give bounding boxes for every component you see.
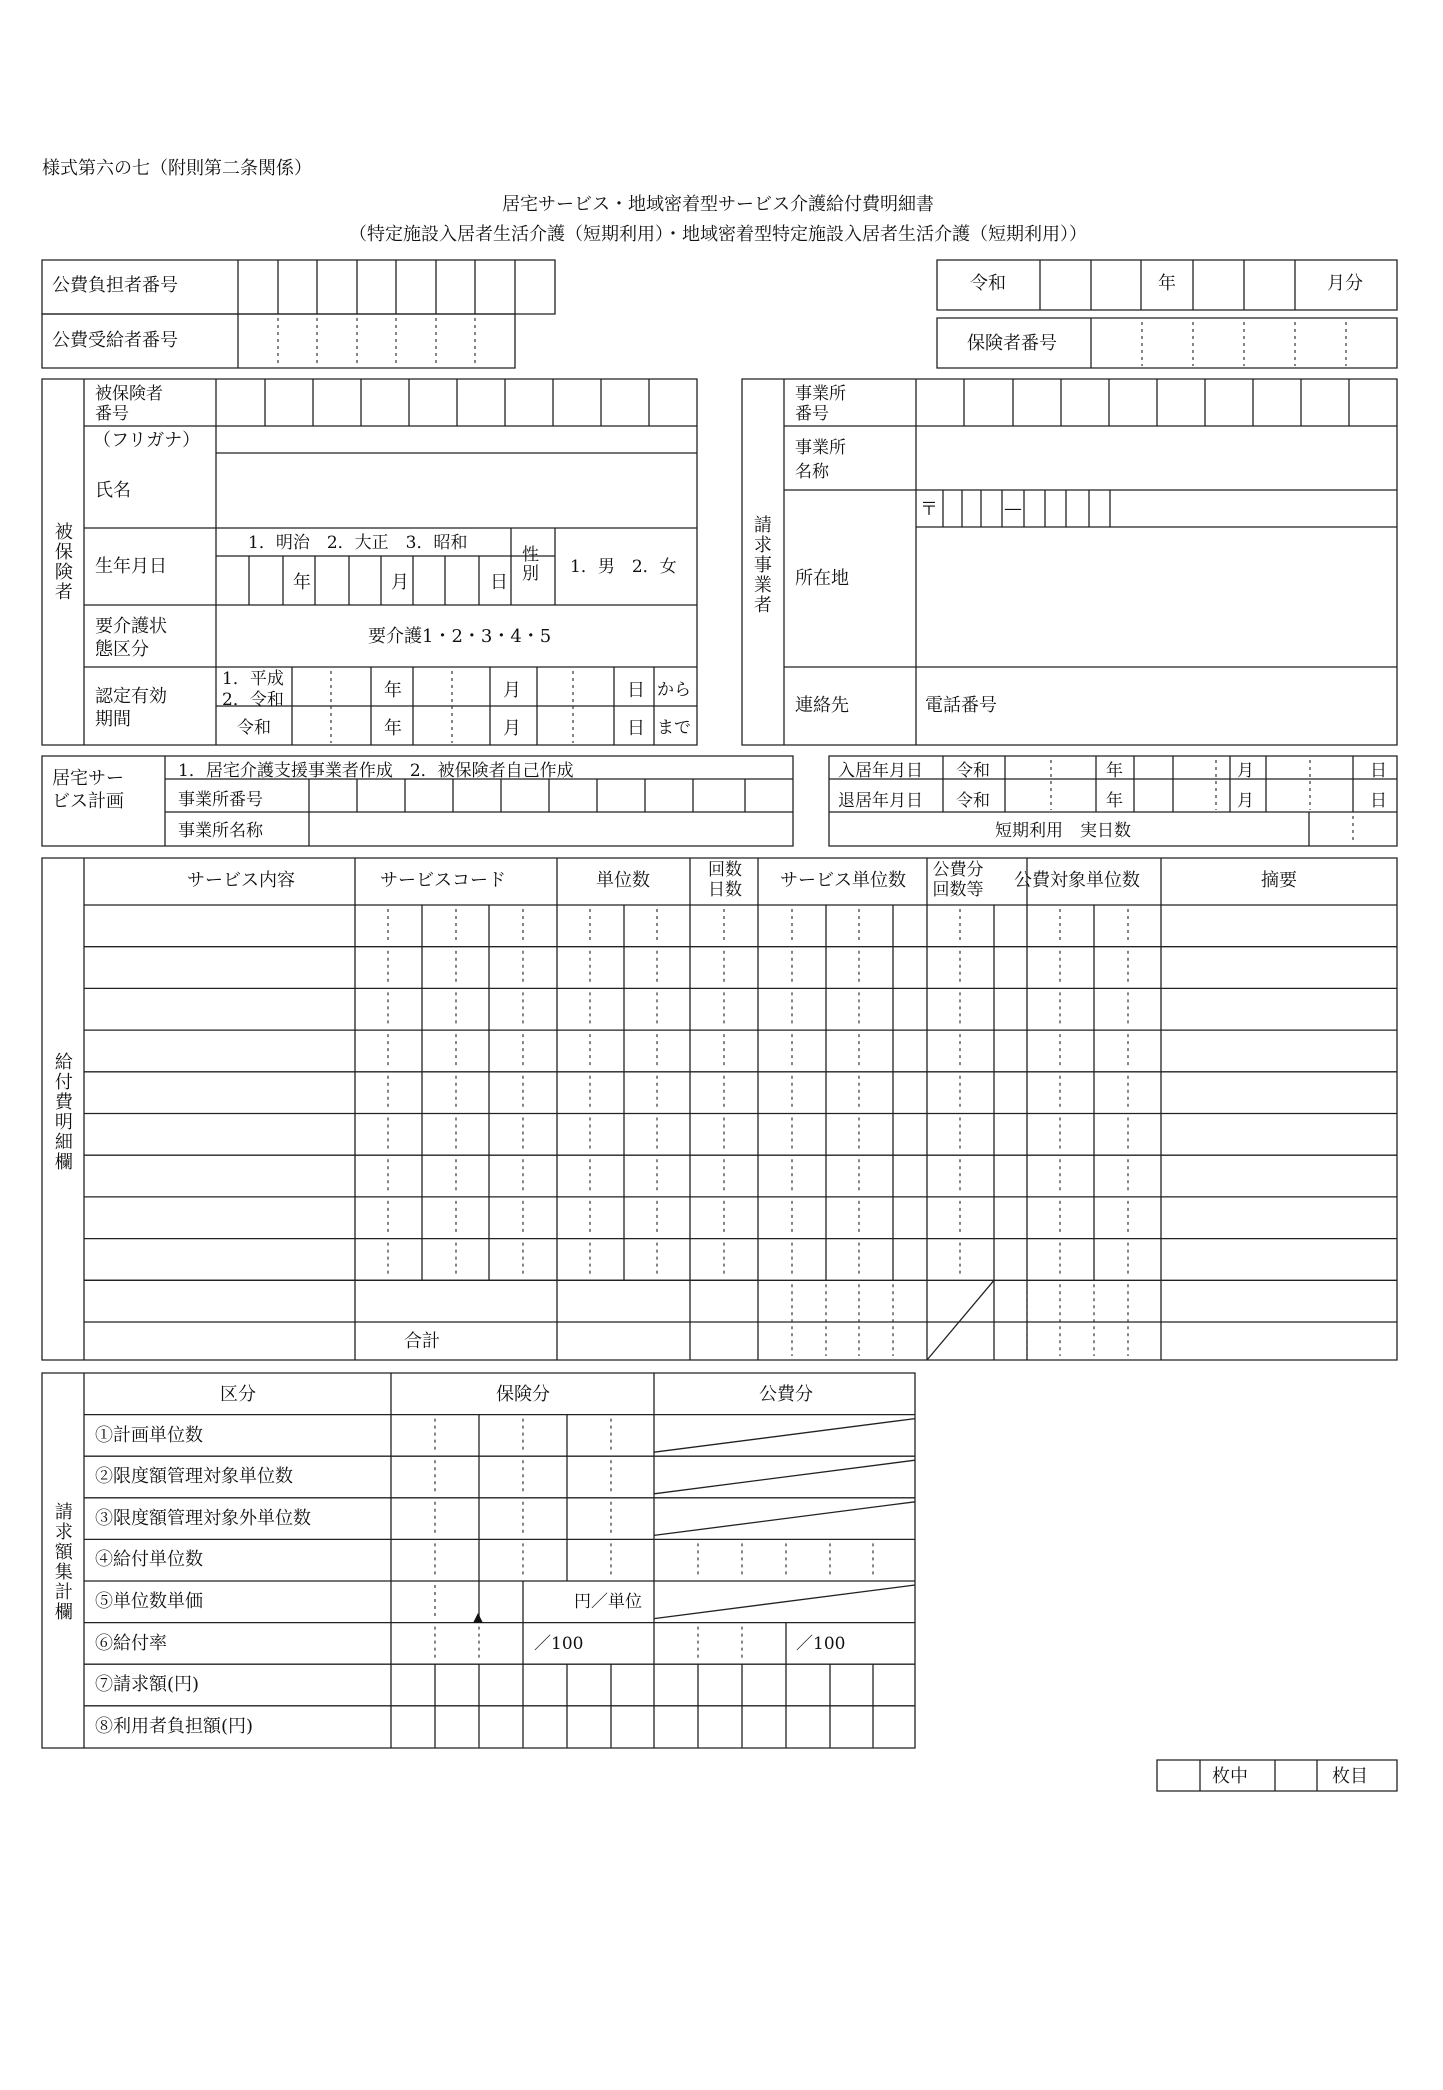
claim-era-label: 令和: [970, 273, 1006, 294]
cert-start-month-unit: 月: [503, 680, 521, 701]
cert-start-year-unit: 年: [384, 680, 402, 701]
claim-year-label: 年: [1158, 273, 1176, 294]
sum-col-category: 区分: [220, 1384, 256, 1405]
move-in-day-unit: 日: [1370, 761, 1387, 781]
col-count-days: 回数日数: [708, 860, 742, 900]
page-title: 居宅サービス・地域密着型サービス介護給付費明細書: [502, 194, 934, 215]
cert-end-era: 令和: [237, 718, 271, 738]
col-public-units: 公費対象単位数: [1014, 870, 1140, 891]
birthdate-label: 生年月日: [95, 556, 167, 577]
detail-section-label: 給付費明細欄: [51, 1052, 73, 1172]
sum-row-benefit-units: ④給付単位数: [95, 1549, 203, 1570]
cert-era-heisei: 1．平成: [222, 669, 284, 689]
move-out-era: 令和: [956, 791, 990, 811]
move-out-year-unit: 年: [1106, 791, 1123, 811]
sum-row-unit-price: ⑤単位数単価: [95, 1591, 203, 1612]
unit-price-unit: 円／単位: [574, 1592, 642, 1612]
birth-year-unit: 年: [293, 572, 311, 593]
summary-section-label: 請求額集計欄: [51, 1502, 73, 1622]
col-service-units: サービス単位数: [780, 870, 906, 891]
move-in-era: 令和: [956, 761, 990, 781]
name-label: 氏名: [95, 480, 131, 501]
phone-label: 電話番号: [925, 695, 997, 716]
cert-end-year-unit: 年: [384, 718, 402, 739]
insured-number-label: 被保険者番号: [95, 384, 163, 424]
insured-section-label: 被保険者: [51, 522, 73, 602]
care-level-label: 要介護状態区分: [95, 616, 167, 661]
move-out-month-unit: 月: [1237, 791, 1254, 811]
sum-col-public: 公費分: [759, 1384, 813, 1405]
form-number: 様式第六の七（附則第二条関係）: [42, 158, 312, 179]
postal-mark: 〒: [920, 499, 938, 520]
care-level-options: 要介護1・2・3・4・5: [368, 626, 552, 647]
page-number-label: 枚目: [1332, 1766, 1368, 1787]
total-pages-label: 枚中: [1212, 1766, 1248, 1787]
sum-row-plan-units: ①計画単位数: [95, 1425, 203, 1446]
move-in-year-unit: 年: [1106, 761, 1123, 781]
furigana-label: （フリガナ）: [93, 430, 201, 451]
cert-from-label: から: [657, 680, 691, 700]
birth-month-unit: 月: [391, 572, 409, 593]
sex-options: 1．男 2．女: [570, 557, 677, 577]
cert-period-label: 認定有効期間: [95, 686, 167, 731]
public-rate-denominator: ／100: [796, 1634, 846, 1654]
office-number-label: 事業所番号: [795, 384, 846, 424]
col-public-count: 公費分回数等: [932, 860, 984, 900]
cert-end-month-unit: 月: [503, 718, 521, 739]
col-service-content: サービス内容: [187, 870, 295, 891]
short-stay-days-label: 短期利用 実日数: [995, 821, 1131, 841]
office-name-label: 事業所名称: [795, 438, 846, 482]
sum-row-nonlimit-units: ③限度額管理対象外単位数: [95, 1508, 311, 1529]
move-out-day-unit: 日: [1370, 791, 1387, 811]
birth-era-options: 1．明治 2．大正 3．昭和: [248, 533, 468, 553]
col-units: 単位数: [596, 870, 650, 891]
plan-office-name-label: 事業所名称: [178, 821, 263, 841]
cert-end-day-unit: 日: [627, 718, 645, 739]
care-plan-label: 居宅サービス計画: [52, 768, 124, 813]
public-payer-label: 公費負担者番号: [52, 275, 178, 296]
postal-dash: —: [1004, 498, 1022, 519]
claimant-section-label: 請求事業者: [750, 515, 772, 615]
claim-month-label: 月分: [1327, 273, 1363, 294]
sum-col-insurance: 保険分: [496, 1384, 550, 1405]
public-recipient-label: 公費受給者番号: [52, 330, 178, 351]
cert-until-label: まで: [657, 718, 691, 738]
cert-start-day-unit: 日: [627, 680, 645, 701]
insurance-rate-denominator: ／100: [534, 1634, 584, 1654]
plan-office-number-label: 事業所番号: [178, 790, 263, 810]
move-out-label: 退居年月日: [838, 791, 923, 811]
col-service-code: サービスコード: [380, 870, 506, 891]
sum-row-limit-units: ②限度額管理対象単位数: [95, 1466, 293, 1487]
col-remarks: 摘要: [1261, 870, 1297, 891]
sum-row-claim-amount: ⑦請求額(円): [95, 1674, 200, 1695]
cert-era-reiwa: 2．令和: [222, 690, 284, 710]
sum-row-benefit-rate: ⑥給付率: [95, 1633, 167, 1654]
move-in-month-unit: 月: [1237, 761, 1254, 781]
insurer-number-label: 保険者番号: [967, 333, 1057, 354]
birth-day-unit: 日: [490, 572, 508, 593]
move-in-label: 入居年月日: [838, 761, 923, 781]
detail-total-label: 合計: [404, 1331, 440, 1352]
sum-row-user-charge: ⑧利用者負担額(円): [95, 1716, 254, 1737]
address-label: 所在地: [795, 568, 849, 589]
contact-label: 連絡先: [795, 695, 849, 716]
sex-label: 性別: [522, 545, 539, 584]
page-subtitle: （特定施設入居者生活介護（短期利用）・地域密着型特定施設入居者生活介護（短期利用））: [349, 224, 1087, 245]
care-plan-options: 1．居宅介護支援事業者作成 2．被保険者自己作成: [178, 761, 574, 781]
